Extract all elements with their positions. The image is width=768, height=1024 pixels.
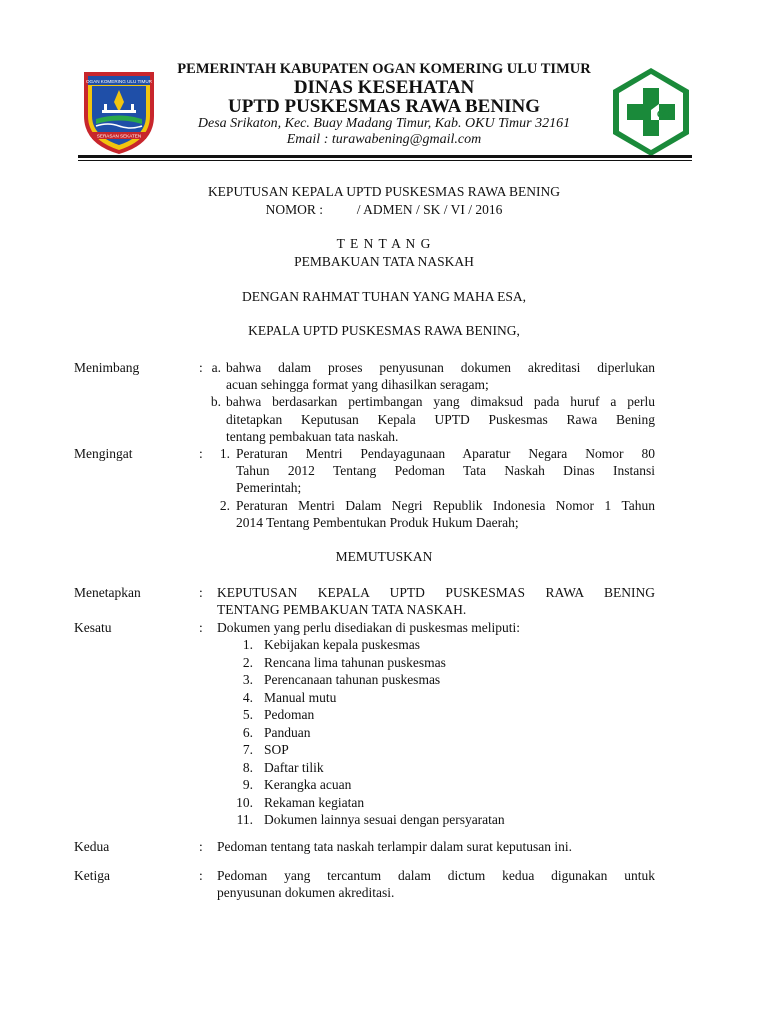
kedua-label: Kedua [74, 839, 110, 854]
mengingat-2-line1: Peraturan Mentri Dalam Negri Republik Indonesia Nomor 1 Tahun [236, 498, 655, 513]
kedua-text: Pedoman tentang tata naskah terlampir dalam surat keputusan ini. [217, 839, 573, 854]
list-item: Dokumen lainnya sesuai dengan persyaratan [264, 812, 505, 827]
kepala-line: KEPALA UPTD PUSKESMAS RAWA BENING, [248, 323, 520, 338]
mengingat-1-line3: Pemerintah; [236, 480, 302, 495]
menimbang-b-marker: b. [210, 394, 221, 409]
menimbang-a-line2: acuan sehingga format yang dihasilkan seragam; [226, 377, 489, 392]
header-address: Desa Srikaton, Kec. Buay Madang Timur, Kab. OKU Timur 32161 [197, 116, 571, 131]
kesatu-label: Kesatu [74, 620, 112, 635]
header-puskesmas: UPTD PUSKESMAS RAWA BENING [228, 96, 540, 117]
list-item-number: 7. [242, 742, 253, 757]
list-item-number: 10. [236, 794, 253, 810]
list-item: Manual mutu [264, 689, 337, 705]
menimbang-b-line1: bahwa berdasarkan pertimbangan yang dimaksud pada huruf a perlu [226, 394, 655, 409]
list-item: Rencana lima tahunan puskesmas [264, 654, 446, 670]
emblem-top-text: OGAN KOMERING ULU TIMUR [85, 79, 153, 84]
decree-subject: PEMBAKUAN TATA NASKAH [294, 254, 474, 269]
list-item-number: 4. [242, 689, 253, 705]
emblem-motto-text: SERASAN SEKATEN [96, 133, 142, 139]
menimbang-b-line2: ditetapkan Keputusan Kepala UPTD Puskesmas Rawa Bening [226, 412, 655, 427]
list-item-number: 9. [242, 777, 253, 792]
mengingat-1-line2: Tahun 2012 Tentang Pedoman Tata Naskah Dinas Instansi [236, 463, 655, 478]
list-item-number: 3. [242, 672, 253, 687]
list-item: Perencanaan tahunan puskesmas [264, 672, 441, 687]
ketiga-label: Ketiga [74, 868, 110, 883]
mengingat-1-line1: Peraturan Mentri Pendayagunaan Aparatur Negara Nomor 80 [236, 446, 655, 461]
menimbang-a-marker: a. [211, 360, 221, 375]
list-item: Kebijakan kepala puskesmas [264, 637, 420, 652]
tentang-heading: T E N T A N G [336, 236, 432, 251]
decree-title: KEPUTUSAN KEPALA UPTD PUSKESMAS RAWA BENING [207, 184, 561, 199]
menimbang-a-line1: bahwa dalam proses penyusunan dokumen akreditasi diperlukan [226, 360, 655, 375]
letterhead-rule-thick [78, 155, 692, 158]
mengingat-label: Mengingat [74, 446, 133, 461]
list-item-number: 8. [242, 759, 253, 775]
header-agency: DINAS KESEHATAN [293, 77, 475, 98]
memutuskan-heading: MEMUTUSKAN [335, 549, 433, 564]
list-item: Pedoman [264, 707, 315, 722]
list-item: Rekaman kegiatan [264, 794, 365, 810]
list-item-number: 11. [236, 812, 253, 827]
menimbang-label: Menimbang [74, 360, 140, 375]
kesatu-colon: : [199, 620, 203, 635]
list-item: Daftar tilik [264, 759, 324, 775]
list-item: Panduan [264, 724, 311, 740]
header-email: Email : turawabening@gmail.com [286, 132, 482, 147]
mengingat-2-line2: 2014 Tentang Pembentukan Produk Hukum Daerah; [236, 515, 519, 530]
menetapkan-line2: TENTANG PEMBAKUAN TATA NASKAH. [217, 602, 467, 617]
mengingat-2-marker: 2. [219, 498, 230, 513]
ketiga-line2: penyusunan dokumen akreditasi. [217, 885, 395, 900]
mengingat-colon: : [199, 446, 203, 461]
mengingat-1-marker: 1. [219, 446, 230, 461]
kedua-colon: : [199, 839, 203, 854]
menimbang-b-line3: tentang pembakuan tata naskah. [226, 429, 399, 444]
kesatu-intro: Dokumen yang perlu disediakan di puskesmas meliputi: [217, 620, 520, 635]
rahmat-line: DENGAN RAHMAT TUHAN YANG MAHA ESA, [241, 289, 526, 304]
ketiga-colon: : [199, 868, 203, 883]
decree-number: NOMOR : / ADMEN / SK / VI / 2016 [265, 202, 503, 217]
list-item: SOP [264, 742, 289, 757]
ketiga-line1: Pedoman yang tercantum dalam dictum kedua digunakan untuk [217, 868, 655, 883]
menetapkan-line1: KEPUTUSAN KEPALA UPTD PUSKESMAS RAWA BENING [217, 585, 655, 600]
menimbang-colon: : [199, 360, 203, 375]
menetapkan-label: Menetapkan [74, 585, 141, 600]
list-item-number: 1. [242, 637, 253, 652]
list-item-number: 5. [242, 707, 253, 722]
header-government: PEMERINTAH KABUPATEN OGAN KOMERING ULU TIMUR [177, 61, 591, 77]
list-item: Kerangka acuan [264, 777, 352, 792]
letterhead-rule-thin [78, 160, 692, 161]
list-item-number: 6. [242, 724, 253, 740]
puskesmas-logo [610, 66, 692, 158]
list-item-number: 2. [242, 654, 253, 670]
menetapkan-colon: : [199, 585, 203, 600]
